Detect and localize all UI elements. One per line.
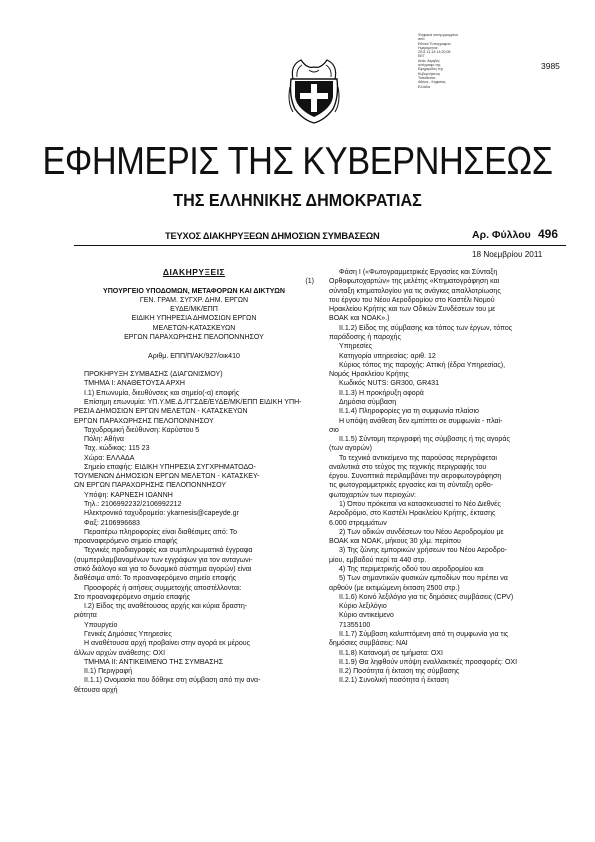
text-line: Η αναθέτουσα αρχή προβαίνει στην αγορά εκ μέρους bbox=[84, 640, 251, 648]
text-line: έργου. Συνοπτικά περιλαμβάνει την αεροφωτογράφηση bbox=[329, 473, 502, 481]
text-line: ΡΕΣΙΑ ΔΗΜΟΣΙΩΝ ΕΡΓΩΝ ΜΕΛΕΤΩΝ - ΚΑΤΑΣΚΕΥΩΝ bbox=[74, 408, 248, 416]
text-line: ΙΙ.1.9) Θα ληφθούν υπόψη εναλλακτικές προσφορές: ΟΧΙ bbox=[339, 658, 518, 666]
text-line: Φάση Ι («Φωτογραμμετρικές Εργασίες και Σύνταξη bbox=[339, 269, 498, 276]
greek-coat-of-arms-emblem bbox=[287, 57, 341, 124]
text-line: ΙΙ.1.6) Κοινό λεξιλόγιο για τις δημόσιες συμβάσεις (CPV) bbox=[339, 593, 514, 601]
text-line: ΙΙ.1.5) Σύντομη περιγραφή της σύμβασης ή της αγοράς bbox=[339, 436, 510, 444]
text-line: ΩΝ ΕΡΓΩΝ ΠΑΡΑΧΩΡΗΣΗΣ ΠΕΛΟΠΟΝΝΗΣΟΥ bbox=[74, 482, 227, 490]
text-line: αρθούν (με εκτιμώμενη έκταση 2500 στρ.) bbox=[329, 584, 460, 592]
stamp-line: αντίγραφο της bbox=[418, 63, 441, 68]
stamp-line: Ψηφιακά υπογεγραμμένο bbox=[418, 33, 459, 37]
text-line: Χώρα: ΕΛΛΑΔΑ bbox=[84, 454, 135, 462]
text-line: Αριθμ. ΕΠΠ/Π/ΑΚ/927/οικ410 bbox=[148, 352, 240, 360]
text-line: ΙΙ.2) Ποσότητα ή έκταση της σύμβασης bbox=[339, 668, 460, 676]
stamp-line: 2011.11.18 14:20:06 bbox=[418, 50, 451, 55]
issue-series: ΤΕΥΧΟΣ ΔΙΑΚΗΡΥΞΕΩΝ ΔΗΜΟΣΙΩΝ ΣΥΜΒΑΣΕΩΝ bbox=[165, 231, 380, 241]
text-line: Ορθοφωτοχαρτών» της μελέτης «Κτηματογράφηση και bbox=[329, 278, 500, 286]
text-line: Δημόσια σύμβαση bbox=[339, 398, 397, 406]
text-line: ΒΟΑΚ και ΝΟΑΚ».) bbox=[329, 315, 390, 323]
text-line: στικό διάλογο και για το δυναμικό σύστημα αγορών) είναι bbox=[74, 566, 252, 573]
text-line: ΤΜΗΜΑ ΙΙ: ΑΝΤΙΚΕΙΜΕΝΟ ΤΗΣ ΣΥΜΒΑΣΗΣ bbox=[84, 658, 224, 666]
text-line: Κατηγορία υπηρεσίας: αριθ. 12 bbox=[339, 352, 436, 360]
text-line: 2) Των οδικών συνδέσεων του Νέου Αεροδρομίου με bbox=[339, 528, 504, 536]
text-line: Φαξ: 2106996683 bbox=[84, 519, 140, 527]
text-line: (συμπεριλαμβανομένων των εγγράφων για τον ανταγωνι- bbox=[74, 556, 253, 564]
text-line: (των αγορών) bbox=[329, 445, 372, 453]
text-line: ΕΡΓΩΝ ΠΑΡΑΧΩΡΗΣΗΣ ΠΕΛΟΠΟΝΝΗΣΟΥ bbox=[74, 417, 214, 425]
header-divider bbox=[74, 245, 566, 246]
text-line: ΙΙ.1.1) Ονομασία που δόθηκε στη σύμβαση από την ανα- bbox=[84, 677, 261, 685]
text-line: φωτοχαρτών των περιοχών: bbox=[329, 491, 417, 499]
text-line: 3) Της ζώνης εμπορικών χρήσεων του Νέου Αεροδρο- bbox=[339, 547, 508, 555]
gazette-title: ΕΦΗΜΕΡΙΣ ΤΗΣ ΚΥΒΕΡΝΗΣΕΩΣ bbox=[42, 140, 553, 183]
stamp-line: EET bbox=[418, 54, 425, 59]
stamp-line: Αθήνα - Κηφισίας bbox=[418, 80, 446, 85]
text-line: ΙΙ.1.2) Είδος της σύμβασης και τόπος των έργων, τόπος bbox=[339, 324, 513, 332]
text-line: ΙΙ.1.3) Η προκήρυξη αφορά bbox=[339, 389, 424, 397]
text-line: δημόσιες συμβάσεις: ΝΑΙ bbox=[329, 640, 408, 648]
text-line: 71355100 bbox=[339, 621, 371, 629]
text-line: Πόλη: Αθήνα bbox=[84, 436, 124, 444]
text-line: ριότητα bbox=[74, 612, 97, 620]
text-line: άλλων αρχών ανάθεσης: ΟΧΙ bbox=[74, 649, 166, 657]
text-line: Σημείο επαφής: ΕΙΔΙΚΗ ΥΠΗΡΕΣΙΑ ΣΥΓΧΡΗΜΑΤΟΔΟ- bbox=[84, 463, 256, 471]
text-line bbox=[74, 361, 314, 370]
text-line: ΙΙ.1) Περιγραφή bbox=[84, 668, 132, 676]
text-line: μίου, εμβαδού περί τα 440 στρ. bbox=[329, 556, 427, 564]
text-line: σιο bbox=[329, 426, 339, 434]
right-column-text bbox=[329, 268, 566, 686]
text-line: Κύριο αντικείμενο bbox=[339, 612, 394, 620]
issue-date: 18 Νοεμβρίου 2011 bbox=[472, 250, 543, 259]
text-line: Ηλεκτρονικό ταχυδρομείο: ykarnesis@capeyde.gr bbox=[84, 510, 239, 518]
text-line: Επίσημη επωνυμία: ΥΠ.Υ.ΜΕ.Δ./ΓΓΣΔΕ/ΕΥΔΕ/ΜΚ/ΕΠΠ ΕΙΔΙΚΗ ΥΠΗ- bbox=[84, 398, 302, 406]
text-line: 1) Όπου πρόκειται να κατασκευαστεί το Νέο Διεθνές bbox=[339, 501, 501, 509]
section-heading: ΔΙΑΚΗΡΥΞΕΙΣ bbox=[162, 268, 226, 277]
text-line: ΠΡΟΚΗΡΥΞΗ ΣΥΜΒΑΣΗΣ (ΔΙΑΓΩΝΙΣΜΟΥ) bbox=[84, 371, 223, 379]
text-line: Κύριο λεξιλόγιο bbox=[339, 603, 387, 611]
text-line bbox=[74, 342, 314, 351]
text-line: (1) bbox=[305, 278, 314, 286]
text-line: ΙΙ.1.7) Σύμβαση καλυπτόμενη από τη συμφωνία για τις bbox=[339, 630, 509, 638]
text-line: ΙΙ.1.4) Πληροφορίες για τη συμφωνία πλαίσιο bbox=[339, 408, 479, 416]
text-line: Ταχ. κώδικας: 115 23 bbox=[84, 445, 150, 453]
text-line: Περαιτέρω πληροφορίες είναι διαθέσιμες από: Το bbox=[84, 528, 238, 536]
stamp-line: Ελλάδα bbox=[418, 84, 431, 89]
text-line: τις φωτογραμμετρικές εργασίες και τη σύνταξη ορθο- bbox=[329, 482, 494, 490]
text-line: Στο προαναφερόμενο σημείο επαφής bbox=[74, 593, 191, 601]
text-line: προαναφερόμενο σημείο επαφής bbox=[74, 538, 178, 546]
gazette-subtitle: ΤΗΣ ΕΛΛΗΝΙΚΗΣ ΔΗΜΟΚΡΑΤΙΑΣ bbox=[173, 190, 422, 210]
text-line: 4) Της περιμετρικής οδού του αεροδρομίου και bbox=[339, 566, 484, 573]
text-line: Γενικές Δημόσιες Υπηρεσίες bbox=[84, 630, 172, 638]
text-line: ΙΙ.2.1) Συνολική ποσότητα ή έκταση bbox=[339, 677, 449, 685]
text-line: ΒΟΑΚ και ΝΟΑΚ, μήκους 30 χλμ. περίπου bbox=[329, 538, 461, 546]
text-line: ΤΜΗΜΑ Ι: ΑΝΑΘΕΤΟΥΣΑ ΑΡΧΗ bbox=[84, 380, 185, 388]
stamp-line: Εφημερίδας της bbox=[418, 67, 444, 72]
stamp-line: Κυβερνήσεως bbox=[418, 71, 441, 76]
text-line: Ταχυδρομική διεύθυνση: Καρύστου 5 bbox=[84, 426, 200, 434]
issue-label: Αρ. Φύλλου bbox=[472, 229, 531, 241]
text-line: αναλυτικά στο τεύχος της τεχνικής περιγραφής του bbox=[329, 463, 487, 471]
text-line: παράδοσης ή παροχής bbox=[329, 333, 401, 341]
stamp-line: Ημερομηνία: bbox=[418, 45, 439, 50]
text-line: Η υπόψη ανάθεση δεν εμπίπτει σε συμφωνία - πλαί- bbox=[339, 417, 503, 425]
issue-number: 496 bbox=[538, 227, 559, 241]
text-line: Υπηρεσίες bbox=[339, 343, 373, 351]
text-line: Κωδικός NUTS: GR300, GR431 bbox=[339, 380, 439, 388]
digital-signature-stamp bbox=[418, 33, 488, 89]
page-number: 3985 bbox=[541, 61, 560, 71]
text-line: Νομός Ηρακλείου Κρήτης bbox=[329, 371, 409, 379]
text-line: ΓΕΝ. ΓΡΑΜ. ΣΥΓΧΡ. ΔΗΜ. ΕΡΓΩΝ bbox=[139, 296, 249, 304]
text-line: Το τεχνικό αντικείμενο της παρούσας περιγράφεται bbox=[339, 454, 497, 462]
text-line: ΕΙΔΙΚΗ ΥΠΗΡΕΣΙΑ ΔΗΜΟΣΙΩΝ ΕΡΓΩΝ bbox=[131, 315, 257, 323]
text-line: Ηρακλείου Κρήτης και των Οδικών Συνδέσεων του με bbox=[329, 306, 496, 314]
text-line: ΕΥΔΕ/ΜΚ/ΕΠΠ bbox=[170, 306, 218, 314]
text-line: του έργου του Νέου Αεροδρομίου στο Καστέλι Νομού bbox=[329, 296, 495, 304]
text-line: Τηλ.: 2106992232/2106992212 bbox=[84, 501, 182, 509]
text-line: Προσφορές ή αιτήσεις συμμετοχής αποστέλλονται: bbox=[84, 584, 242, 592]
text-line: Τεχνικές προδιαγραφές και συμπληρωματικά έγγραφα bbox=[84, 547, 253, 555]
text-line: θέτουσα αρχή bbox=[74, 686, 118, 694]
stamp-line: Τοποθεσία: bbox=[418, 75, 436, 80]
left-column-text bbox=[74, 268, 314, 695]
text-line: Υπουργείο bbox=[84, 621, 118, 629]
text-line: σύνταξη κτηματολογίου για τις ανάγκες απαλλοτρίωσης bbox=[329, 287, 501, 295]
text-line: Αεροδρόμιο, στο Καστέλι Ηρακλείου Κρήτης, έκτασης bbox=[329, 510, 496, 518]
stamp-line: Αιτία: Ακριβές bbox=[418, 58, 440, 63]
text-line: Ι.2) Είδος της αναθέτουσας αρχής και κύρια δραστη- bbox=[84, 603, 248, 611]
text-line: διαθέσιμα από: Το προαναφερόμενο σημείο επαφής bbox=[74, 575, 237, 583]
text-line: ΕΡΓΩΝ ΠΑΡΑΧΩΡΗΣΗΣ ΠΕΛΟΠΟΝΝΗΣΟΥ bbox=[124, 333, 264, 341]
stamp-line: από bbox=[418, 37, 425, 42]
text-line: ΥΠΟΥΡΓΕΙΟ ΥΠΟΔΟΜΩΝ, ΜΕΤΑΦΟΡΩΝ ΚΑΙ ΔΙΚΤΥΩΝ bbox=[103, 287, 285, 295]
text-line: ΙΙ.1.8) Κατανομή σε τμήματα: ΟΧΙ bbox=[339, 649, 443, 657]
stamp-line: Εθνικό Τυπογραφείο bbox=[418, 41, 451, 46]
text-line: Υπόψη: ΚΑΡΝΕΣΗ ΙΩΑΝΝΗ bbox=[84, 491, 173, 499]
text-line: 6.000 στρεμμάτων bbox=[329, 519, 387, 527]
text-line: ΤΟΥΜΕΝΩΝ ΔΗΜΟΣΙΩΝ ΕΡΓΩΝ ΜΕΛΕΤΩΝ - ΚΑΤΑΣΚΕΥ- bbox=[74, 473, 260, 481]
text-line: ΜΕΛΕΤΩΝ-ΚΑΤΑΣΚΕΥΩΝ bbox=[152, 324, 236, 332]
text-line: Κύριος τόπος της παροχής: Αττική (έδρα Υπηρεσίας), bbox=[339, 361, 506, 369]
text-line: 5) Των σημαντικών φυσικών εμποδίων που πρέπει να bbox=[339, 575, 508, 583]
text-line: Ι.1) Επωνυμία, διευθύνσεις και σημείο(-α) επαφής bbox=[84, 389, 240, 397]
